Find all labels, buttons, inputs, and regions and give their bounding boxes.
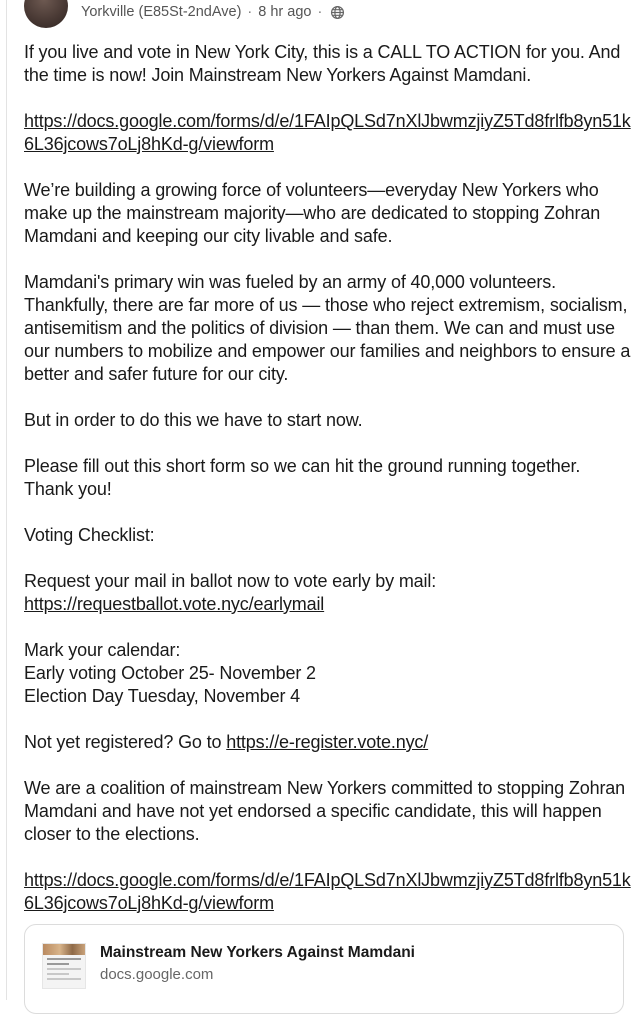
paragraph-coalition: We are a coalition of mainstream New Yorkers committed to stopping Zohran Mamdani and have not yet endorsed a specific candidate, this will happen closer to the elections. — [24, 778, 626, 844]
post-body — [24, 41, 632, 938]
paragraph-call-to-action: If you live and vote in New York City, this is a CALL TO ACTION for you. And the time is now! Join Mainstream New Yorkers Against Mamdani. — [24, 42, 621, 85]
form-link-bottom[interactable]: https://docs.google.com/forms/d/e/1FAIpQLSd7nXlJbwmzjiyZ5Td8frlfb8yn51k6L36jcows7oLj8hKd-g/viewform — [24, 870, 631, 913]
mail-ballot-link[interactable]: https://requestballot.vote.nyc/earlymail — [24, 594, 325, 614]
meta-separator: · — [247, 4, 253, 20]
mail-ballot-text: Request your mail in ballot now to vote early by mail: — [24, 571, 437, 591]
avatar[interactable] — [24, 0, 68, 28]
paragraph-mail-ballot — [24, 570, 632, 616]
paragraph-start-now: But in order to do this we have to start now. — [24, 410, 363, 430]
form-link[interactable]: https://docs.google.com/forms/d/e/1FAIpQLSd7nXlJbwmzjiyZ5Td8frlfb8yn51k6L36jcows7oLj8hKd-g/viewform — [24, 111, 631, 154]
link-preview-domain: docs.google.com — [100, 966, 214, 983]
early-voting-dates: Early voting October 25- November 2 — [24, 663, 316, 683]
author-name[interactable]: Yorkville (E85St-2ndAve) — [81, 4, 242, 20]
link-preview-card[interactable] — [24, 924, 624, 1014]
paragraph-checklist-heading: Voting Checklist: — [24, 525, 155, 545]
thread-rule — [6, 0, 7, 1000]
paragraph-volunteers: We’re building a growing force of volunteers—everyday New Yorkers who make up the mainstream majority—who are dedicated to stopping Zohran Mamdani and keeping our city livable and safe. — [24, 180, 601, 246]
link-preview-title[interactable]: Mainstream New Yorkers Against Mamdani — [100, 944, 415, 961]
calendar-heading: Mark your calendar: — [24, 640, 181, 660]
globe-icon — [330, 5, 345, 20]
paragraph-calendar — [24, 639, 632, 708]
post-header — [24, 0, 345, 32]
meta-separator: · — [317, 4, 323, 20]
paragraph-register — [24, 731, 632, 754]
register-link[interactable]: https://e-register.vote.nyc/ — [226, 732, 429, 752]
paragraph-fill-form: Please fill out this short form so we can hit the ground running together. Thank you! — [24, 456, 581, 499]
post-meta — [81, 4, 345, 20]
link-preview-thumbnail — [42, 943, 86, 989]
election-day-date: Election Day Tuesday, November 4 — [24, 686, 301, 706]
paragraph-primary-win: Mamdani's primary win was fueled by an army of 40,000 volunteers. Thankfully, there are far more of us — those who reject extremism, socialism, antisemitism and the politics of division — than them. We can and must use our numbers to mobilize and empower our families and neighbors to ensure a better and safer future for our city. — [24, 272, 631, 384]
register-text: Not yet registered? Go to — [24, 732, 227, 752]
post-time[interactable]: 8 hr ago — [258, 4, 312, 20]
